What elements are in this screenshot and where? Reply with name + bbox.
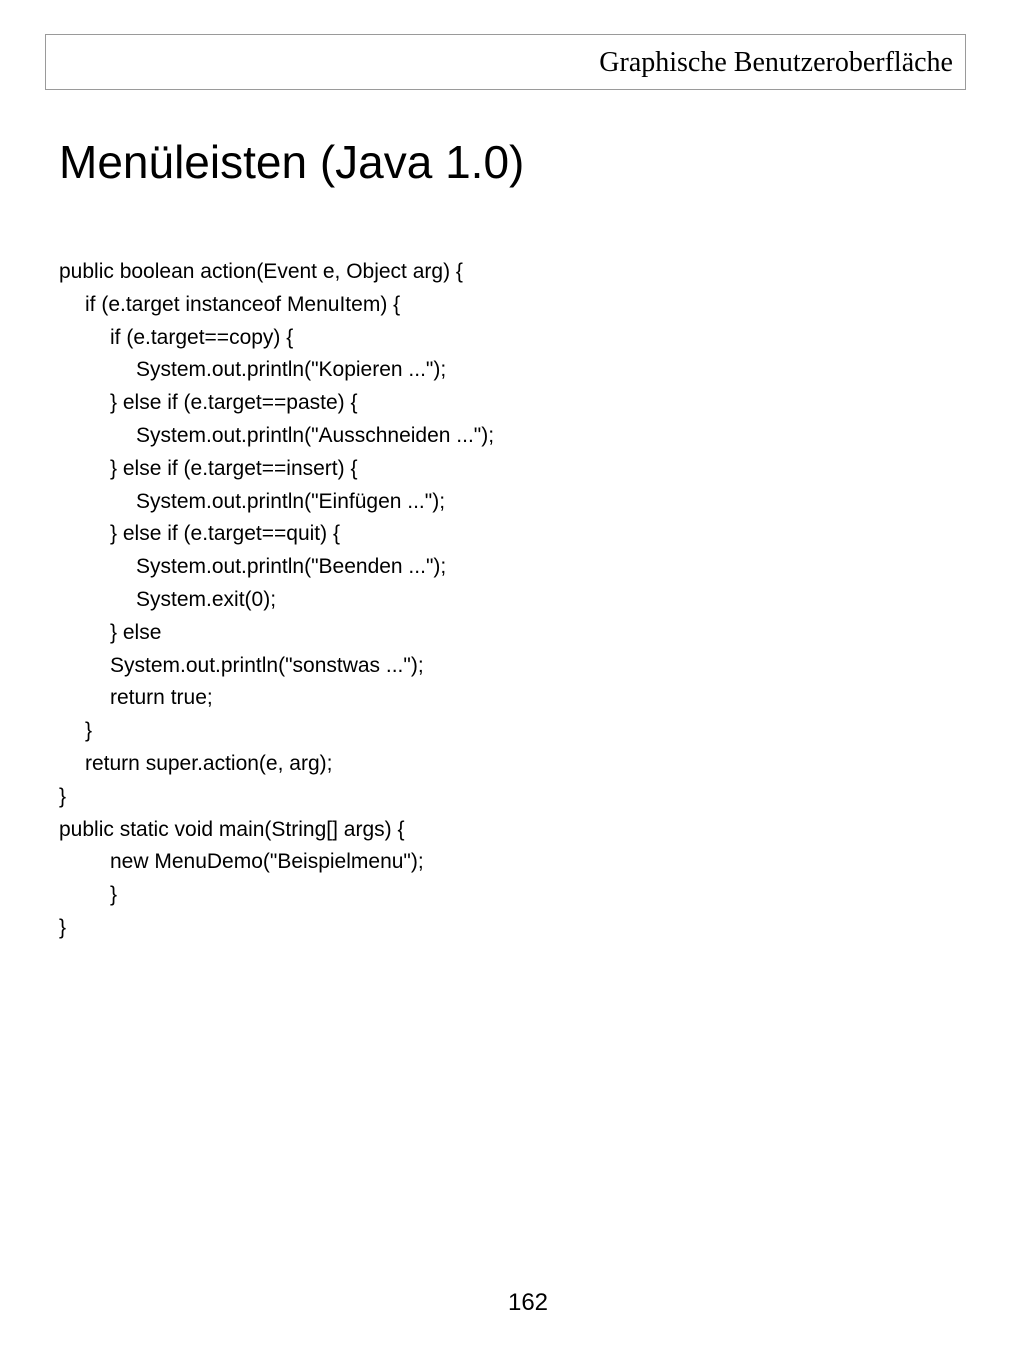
code-line: System.exit(0); <box>136 587 277 611</box>
code-line: new MenuDemo("Beispielmenu"); <box>110 850 424 874</box>
code-line: } else <box>110 620 162 644</box>
code-line: System.out.println("Beenden ..."); <box>136 555 447 579</box>
code-line: System.out.println("Einfügen ..."); <box>136 489 446 513</box>
code-line: } else if (e.target==paste) { <box>110 391 358 415</box>
code-line: return true; <box>110 686 213 710</box>
code-line: if (e.target instanceof MenuItem) { <box>85 292 401 316</box>
code-line: public boolean action(Event e, Object arg) { <box>59 260 463 283</box>
code-line: public static void main(String[] args) { <box>59 817 405 841</box>
code-line: if (e.target==copy) { <box>110 325 294 349</box>
code-line: } else if (e.target==insert) { <box>110 456 358 480</box>
code-line: } <box>59 784 67 808</box>
page-number: 162 <box>507 1289 549 1316</box>
code-line: } <box>59 915 67 939</box>
code-block <box>59 256 494 945</box>
slide-title: Menüleisten (Java 1.0) <box>59 136 525 188</box>
code-line: System.out.println("Kopieren ..."); <box>136 358 447 382</box>
code-line: return super.action(e, arg); <box>85 751 333 775</box>
code-line: } <box>110 883 118 907</box>
code-line: System.out.println("sonstwas ..."); <box>110 653 424 677</box>
code-line: } <box>85 719 93 743</box>
header-title: Graphische Benutzeroberfläche <box>599 47 953 78</box>
code-line: } else if (e.target==quit) { <box>110 522 340 546</box>
code-line: System.out.println("Ausschneiden ..."); <box>136 423 495 447</box>
header-box <box>45 34 966 90</box>
